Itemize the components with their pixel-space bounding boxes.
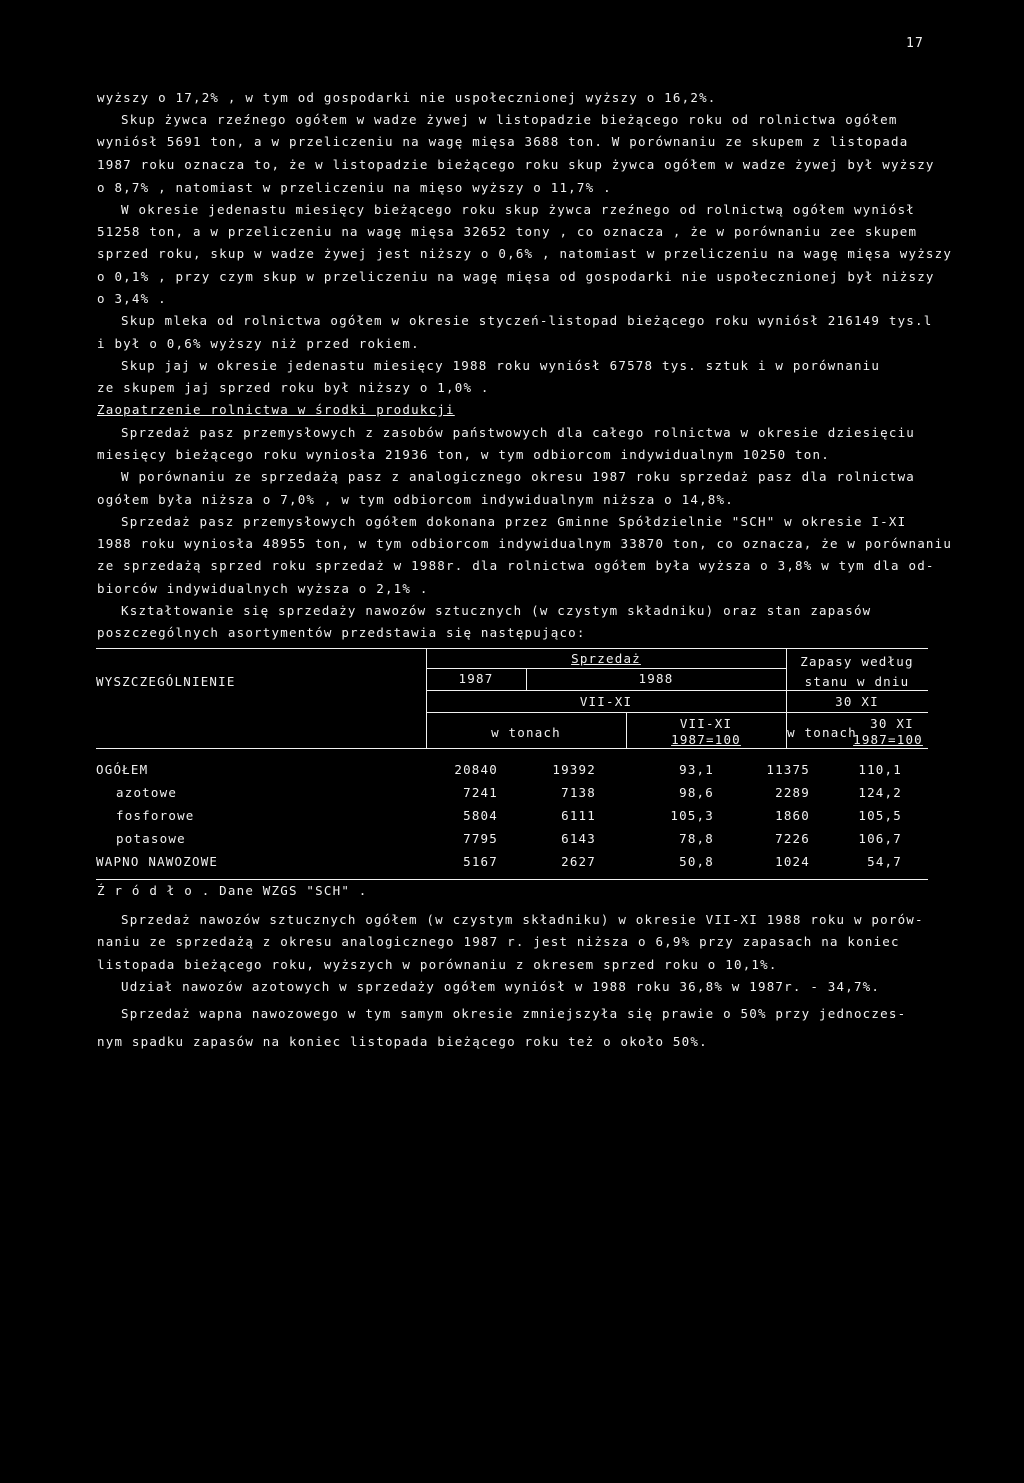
header-zapasy-stan: stanu w dniu (804, 674, 910, 689)
header-1987: 1987 (458, 671, 494, 686)
text-line: o 8,7% , natomiast w przeliczeniu na mięso wyższy o 11,7% . (97, 180, 612, 195)
text-line: ze sprzedażą sprzed roku sprzedaż w 1988r. dla rolnictwa ogółem była wyższa o 3,8% w tym dla od- (97, 558, 935, 573)
text-line: biorców indywidualnych wyższa o 2,1% . (97, 581, 429, 596)
table-cell: 19392 (552, 762, 596, 777)
table-cell: 7138 (561, 785, 596, 800)
fertilizer-table (96, 648, 928, 880)
header-30xi: 30 XI (835, 694, 879, 709)
text-line: Sprzedaż pasz przemysłowych z zasobów państwowych dla całego rolnictwa w okresie dziesięciu (121, 425, 916, 440)
header-viixi: VII-XI (579, 694, 633, 709)
table-row-name: OGÓŁEM (96, 762, 149, 777)
header-index-b: 1987=100 (671, 732, 741, 747)
table-cell: 7795 (463, 831, 498, 846)
text-line: Sprzedaż pasz przemysłowych ogółem dokonana przez Gminne Spółdzielnie "SCH" w okresie I-XI (121, 514, 907, 529)
text-line: Kształtowanie się sprzedaży nawozów sztucznych (w czystym składniku) oraz stan zapasów (121, 603, 872, 618)
text-line: ze skupem jaj sprzed roku był niższy o 1,0% . (97, 380, 490, 395)
table-cell: 98,6 (679, 785, 714, 800)
text-line: naniu ze sprzedażą z okresu analogicznego 1987 r. jest niższa o 6,9% przy zapasach na koniec (97, 934, 900, 949)
header-index-a: VII-XI (679, 716, 733, 731)
text-line: Sprzedaż nawozów sztucznych ogółem (w czystym składniku) w okresie VII-XI 1988 roku w porów- (121, 912, 924, 927)
text-line: listopada bieżącego roku, wyższych w porównaniu z okresem sprzed roku o 10,1%. (97, 957, 778, 972)
text-line: Skup jaj w okresie jedenastu miesięcy 1988 roku wyniósł 67578 tys. sztuk i w porównaniu (121, 358, 881, 373)
rule (96, 748, 928, 749)
header-index-zapasy-a: 30 XI (870, 716, 914, 731)
header-1988: 1988 (638, 671, 674, 686)
text-line: sprzed roku, skup w wadze żywej jest niższy o 0,6% , natomiast w przeliczeniu na wagę mięsa wyższy (97, 246, 953, 261)
text-line: wyniósł 5691 ton, a w przeliczeniu na wagę mięsa 3688 ton. W porównaniu ze skupem z listopada (97, 134, 909, 149)
table-cell: 5167 (463, 854, 498, 869)
table-cell: 7226 (775, 831, 810, 846)
header-w-tonach-zapasy: w tonach (787, 725, 857, 740)
section-heading: Zaopatrzenie rolnictwa w środki produkcji (97, 402, 455, 417)
rule (426, 690, 928, 691)
text-line: o 3,4% . (97, 291, 167, 306)
table-cell: 2289 (775, 785, 810, 800)
text-line: 51258 ton, a w przeliczeniu na wagę mięsa 32652 tony , co oznacza , że w porównaniu zee skupem (97, 224, 918, 239)
table-cell: 11375 (766, 762, 810, 777)
table-cell: 6111 (561, 808, 596, 823)
text-line: poszczególnych asortymentów przedstawia się następująco: (97, 625, 586, 640)
table-cell: 93,1 (679, 762, 714, 777)
rule (96, 879, 928, 880)
table-row-name: potasowe (116, 831, 186, 846)
table-cell: 105,5 (858, 808, 902, 823)
table-cell: 50,8 (679, 854, 714, 869)
table-row-name: azotowe (116, 785, 178, 800)
text-line: Skup żywca rzeźnego ogółem w wadze żywej w listopadzie bieżącego roku od rolnictwa ogółem (121, 112, 898, 127)
table-cell: 1860 (775, 808, 810, 823)
page-number: 17 (906, 36, 925, 51)
rule (426, 668, 786, 669)
table-cell: 105,3 (670, 808, 714, 823)
text-line: W porównaniu ze sprzedażą pasz z analogicznego okresu 1987 roku sprzedaż pasz dla rolnictwa (121, 469, 916, 484)
table-row-name: fosforowe (116, 808, 195, 823)
row-header: WYSZCZEGÓLNIENIE (96, 674, 236, 689)
table-cell: 5804 (463, 808, 498, 823)
header-index-zapasy-b: 1987=100 (853, 732, 923, 747)
text-line: Udział nawozów azotowych w sprzedaży ogółem wyniósł w 1988 roku 36,8% w 1987r. - 34,7%. (121, 979, 881, 994)
table-cell: 110,1 (858, 762, 902, 777)
table-cell: 6143 (561, 831, 596, 846)
table-row-name: WAPNO NAWOZOWE (96, 854, 219, 869)
text-line: i był o 0,6% wyższy niż przed rokiem. (97, 336, 420, 351)
text-line: 1988 roku wyniosła 48955 ton, w tym odbiorcom indywidualnym 33870 ton, co oznacza, że w porównaniu (97, 536, 953, 551)
text-line: Sprzedaż wapna nawozowego w tym samym okresie zmniejszyła się prawie o 50% przy jednoczes- (121, 1006, 907, 1021)
text-line: 1987 roku oznacza to, że w listopadzie bieżącego roku skup żywca ogółem w wadze żywej był wyższy (97, 157, 935, 172)
header-sprzedaz: Sprzedaż (571, 651, 641, 666)
text-line: nym spadku zapasów na koniec listopada bieżącego roku też o około 50%. (97, 1034, 708, 1049)
text-line: miesięcy bieżącego roku wyniosła 21936 ton, w tym odbiorcom indywidualnym 10250 ton. (97, 447, 830, 462)
table-cell: 78,8 (679, 831, 714, 846)
text-line: o 0,1% , przy czym skup w przeliczeniu na wagę mięsa od gospodarki nie uspołecznionej był niższy (97, 269, 935, 284)
header-w-tonach: w tonach (491, 725, 561, 740)
text-line: wyższy o 17,2% , w tym od gospodarki nie uspołecznionej wyższy o 16,2%. (97, 90, 717, 105)
table-cell: 20840 (454, 762, 498, 777)
text-line: ogółem była niższa o 7,0% , w tym odbiorcom indywidualnym niższa o 14,8%. (97, 492, 734, 507)
text-line: Skup mleka od rolnictwa ogółem w okresie styczeń-listopad bieżącego roku wyniósł 216149 tys.l (121, 313, 933, 328)
table-cell: 54,7 (867, 854, 902, 869)
source-note: Ź r ó d ł o . Dane WZGS "SCH" . (97, 883, 368, 898)
rule (426, 712, 928, 713)
table-cell: 106,7 (858, 831, 902, 846)
table-cell: 7241 (463, 785, 498, 800)
rule (96, 648, 928, 649)
table-cell: 1024 (775, 854, 810, 869)
text-line: W okresie jedenastu miesięcy bieżącego roku skup żywca rzeźnego od rolnictwą ogółem wyniósł (121, 202, 916, 217)
table-cell: 2627 (561, 854, 596, 869)
table-cell: 124,2 (858, 785, 902, 800)
header-zapasy: Zapasy według (800, 654, 914, 669)
